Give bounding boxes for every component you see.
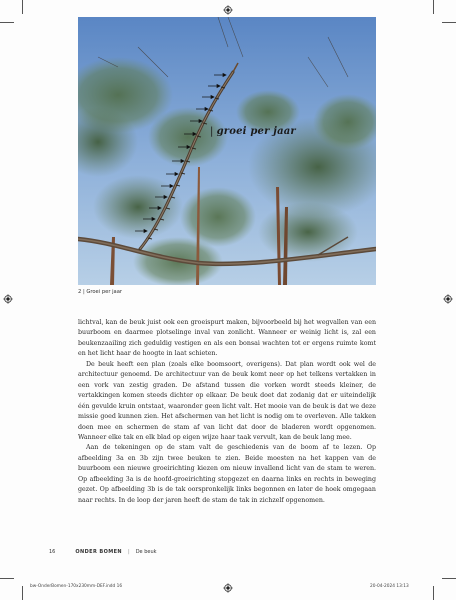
figure-caption: 2 | Groei per jaar xyxy=(78,289,123,295)
beech-branch-photo xyxy=(78,17,376,285)
registration-mark xyxy=(443,294,453,304)
paragraph: Aan de tekeningen op de stam valt de geschiedenis van de boom af te lezen. Op afbeelding 3a en 3b zijn twee beuken te zien. Beide moesten na het kappen van de buurboom een nieuwe groeirichting kiezen om nieuw invallend licht van de stam te weren. Op afbeelding 3a is de hoofd-groeirichting stopgezet en daarna links en rechts in beweging gezet. Op afbeelding 3b is de tak oorspronkelijk links begonnen en later de hoek omgegaan naar rechts. In de loop der jaren heeft de stam de tak in zichzelf opgenomen. xyxy=(78,444,376,504)
crop-mark xyxy=(0,22,14,23)
running-section-title: ONDER BOMEN xyxy=(75,549,123,555)
page-footer xyxy=(49,549,157,555)
crop-mark xyxy=(433,0,434,14)
crop-mark xyxy=(22,0,23,14)
body-text xyxy=(78,318,376,506)
label-text: groei per jaar xyxy=(216,126,296,137)
slug-datetime: 20-04-2024 13:13 xyxy=(370,584,409,589)
paragraph: De beuk heeft een plan (zoals elke boomsoort, overigens). Dat plan wordt ook wel de architectuur genoemd. De architectuur van de beuk komt neer op het telkens vertakken in een vork van zestig graden. De afstand tussen die vorken wordt steeds kleiner, de vertakkingen komen steeds dichter op elkaar. De beuk doet dat zodanig dat er uiteindelijk één gevulde kruin ontstaat, waaronder geen licht valt. Het mooie van de beuk is dat we deze missie goed kunnen zien. Het afschermen van het licht is nodig om te overleven. Alle takken doen mee en schermen de stam af van licht dat door de bladeren wordt opgenomen. Wanneer elke tak en elk blad op eigen wijze haar taak vervult, kan de beuk lang mee. xyxy=(78,360,376,441)
registration-mark xyxy=(3,294,13,304)
paragraph: lichtval, kan de beuk juist ook een groeispurt maken, bijvoorbeeld bij het wegvallen van een buurboom en daarmee plotselinge inval van zonlicht. Wanneer er weinig licht is, zal een beukenzaailing zich geduldig vestigen en als een bonsai wachten tot er ergens ruimte komt en het licht haar de hoogte in laat schieten. xyxy=(78,319,376,358)
crop-mark xyxy=(433,586,434,600)
photo-illustration xyxy=(78,17,376,285)
crop-mark xyxy=(0,578,14,579)
label-separator: | xyxy=(210,126,214,137)
page-number: 16 xyxy=(49,549,56,555)
footer-separator: | xyxy=(128,549,130,555)
registration-mark xyxy=(223,583,233,593)
crop-mark xyxy=(442,578,456,579)
photo-annotation-label xyxy=(210,126,296,137)
running-chapter-title: De beuk xyxy=(135,549,157,555)
crop-mark xyxy=(22,586,23,600)
registration-mark xyxy=(223,5,233,15)
slug-filename: bw-OnderBomen-170x230mm-DEF.indd 16 xyxy=(30,584,123,589)
crop-mark xyxy=(442,22,456,23)
